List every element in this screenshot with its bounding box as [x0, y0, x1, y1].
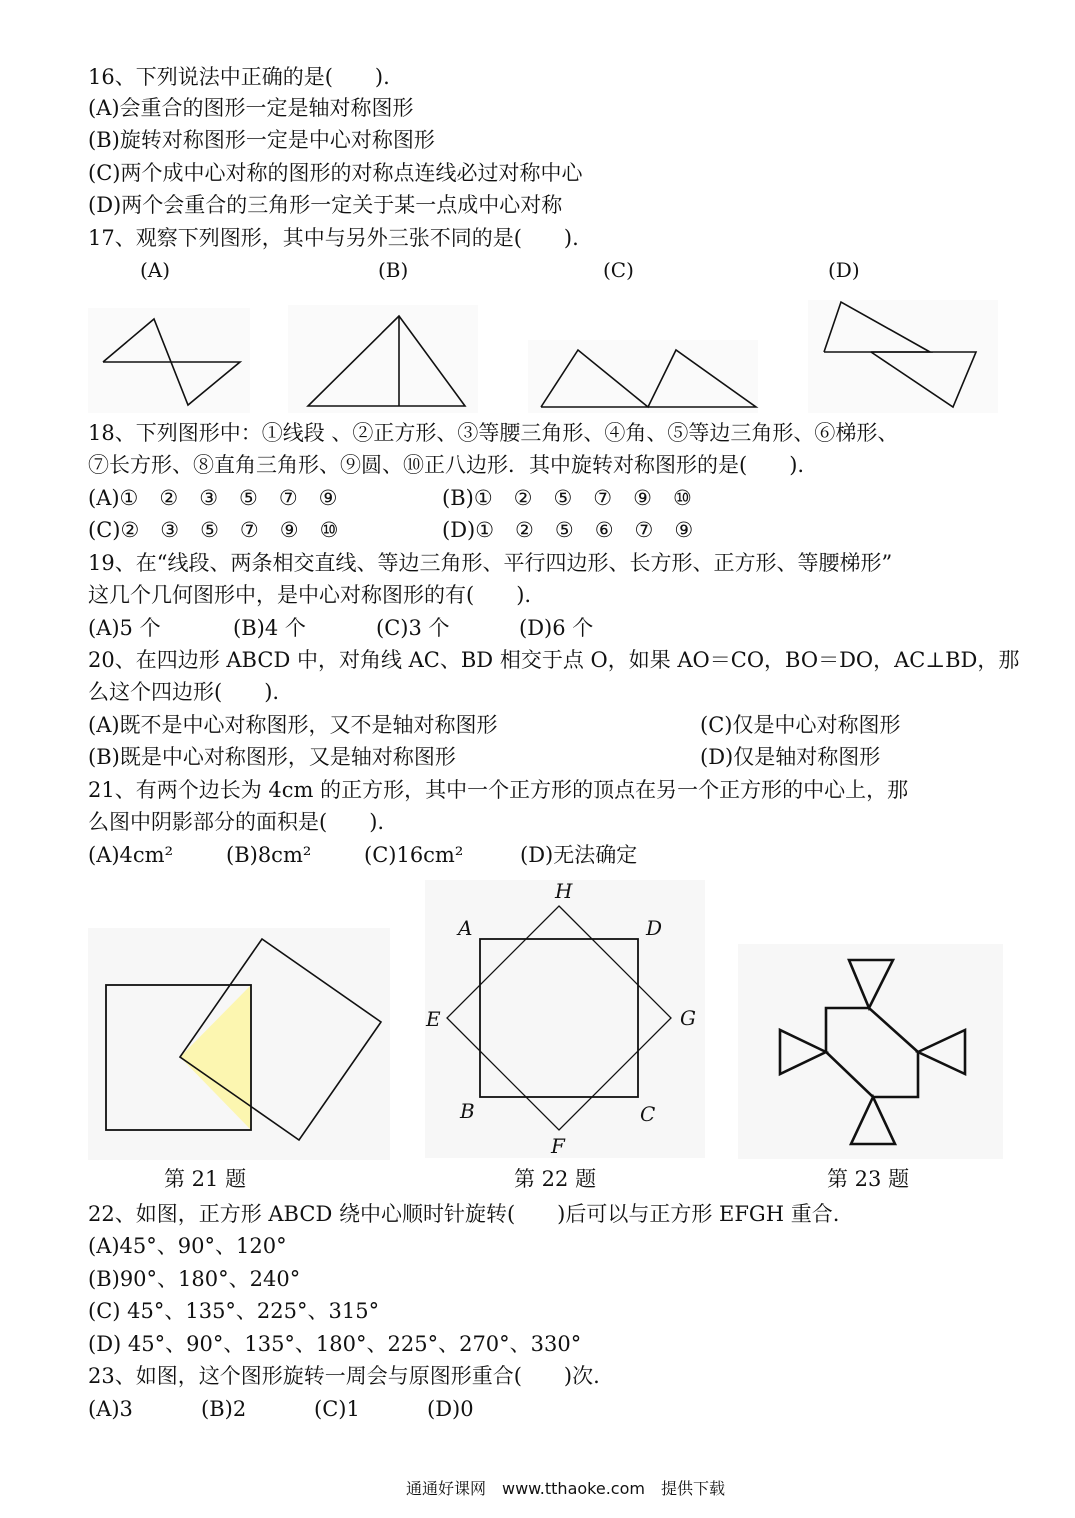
- q17-figure-c: [528, 340, 758, 413]
- q19-stem-line2: 这几个几何图形中，是中心对称图形的有( ).: [88, 583, 532, 607]
- q17-figures: [88, 300, 1008, 415]
- q21-stem-line1: 21、有两个边长为 4cm 的正方形，其中一个正方形的顶点在另一个正方形的中心上，那: [88, 778, 909, 802]
- caption-21: 第 21 题: [164, 1167, 247, 1191]
- vertex-label-a: A: [458, 916, 473, 940]
- vertex-label-g: G: [680, 1006, 696, 1030]
- q20-option-c: (C)仅是中心对称图形: [700, 713, 901, 737]
- q17-figure-a: [88, 308, 250, 413]
- q20-stem-line2: 么这个四边形( ).: [88, 680, 280, 704]
- q20-option-d: (D)仅是轴对称图形: [700, 745, 881, 769]
- caption-23: 第 23 题: [827, 1167, 910, 1191]
- q23-option-d: (D)0: [427, 1397, 474, 1421]
- vertex-label-b: B: [460, 1099, 475, 1123]
- q22-option-d: (D) 45°、90°、135°、180°、225°、270°、330°: [88, 1332, 582, 1356]
- q18-option-a: (A)① ② ③ ⑤ ⑦ ⑨: [88, 486, 338, 510]
- q17-label-d: (D): [828, 258, 860, 282]
- q17-label-a: (A): [140, 258, 171, 282]
- q21-option-b: (B)8cm²: [226, 843, 312, 867]
- q18-stem-line1: 18、下列图形中：①线段 、②正方形、③等腰三角形、④角、⑤等边三角形、⑥梯形、: [88, 421, 899, 445]
- q17-figure-b: [288, 305, 478, 413]
- figure-21: [88, 928, 390, 1160]
- figure-23: [738, 944, 1003, 1159]
- q23-stem: 23、如图，这个图形旋转一周会与原图形重合( )次.: [88, 1364, 600, 1388]
- vertex-label-h: H: [555, 879, 573, 903]
- q21-option-c: (C)16cm²: [364, 843, 464, 867]
- q21-stem-line2: 么图中阴影部分的面积是( ).: [88, 810, 385, 834]
- q19-stem-line1: 19、在“线段、两条相交直线、等边三角形、平行四边形、长方形、正方形、等腰梯形”: [88, 551, 893, 575]
- q16-option-d: (D)两个会重合的三角形一定关于某一点成中心对称: [88, 193, 563, 217]
- q16-stem: 16、下列说法中正确的是( ).: [88, 65, 390, 89]
- q23-option-b: (B)2: [201, 1397, 247, 1421]
- q23-option-c: (C)1: [314, 1397, 360, 1421]
- q22-option-a: (A)45°、90°、120°: [88, 1234, 287, 1258]
- q17-stem: 17、观察下列图形，其中与另外三张不同的是( ).: [88, 226, 579, 250]
- q19-option-b: (B)4 个: [233, 616, 306, 640]
- q22-option-b: (B)90°、180°、240°: [88, 1267, 301, 1291]
- q18-option-b: (B)① ② ⑤ ⑦ ⑨ ⑩: [442, 486, 692, 510]
- q18-option-c: (C)② ③ ⑤ ⑦ ⑨ ⑩: [88, 518, 339, 542]
- q22-option-c: (C) 45°、135°、225°、315°: [88, 1299, 380, 1323]
- q21-option-d: (D)无法确定: [520, 843, 638, 867]
- q16-option-c: (C)两个成中心对称的图形的对称点连线必过对称中心: [88, 161, 583, 185]
- q20-option-a: (A)既不是中心对称图形，又不是轴对称图形: [88, 713, 498, 737]
- q22-stem: 22、如图，正方形 ABCD 绕中心顺时针旋转( )后可以与正方形 EFGH 重合.: [88, 1202, 840, 1226]
- q16-option-b: (B)旋转对称图形一定是中心对称图形: [88, 128, 435, 152]
- q20-option-b: (B)既是中心对称图形，又是轴对称图形: [88, 745, 456, 769]
- q17-label-b: (B): [378, 258, 409, 282]
- page-footer: 通通好课网 www.tthaoke.com 提供下载: [406, 1479, 725, 1498]
- caption-22: 第 22 题: [514, 1167, 597, 1191]
- q20-stem-line1: 20、在四边形 ABCD 中，对角线 AC、BD 相交于点 O，如果 AO＝CO，BO＝DO，AC⊥BD，那: [88, 648, 1020, 672]
- vertex-label-e: E: [426, 1007, 441, 1031]
- q21-option-a: (A)4cm²: [88, 843, 174, 867]
- q18-option-d: (D)① ② ⑤ ⑥ ⑦ ⑨: [442, 518, 694, 542]
- q19-option-a: (A)5 个: [88, 616, 161, 640]
- vertex-label-c: C: [640, 1102, 656, 1126]
- q17-label-c: (C): [603, 258, 634, 282]
- q19-option-d: (D)6 个: [519, 616, 594, 640]
- q16-option-a: (A)会重合的图形一定是轴对称图形: [88, 96, 414, 120]
- q19-option-c: (C)3 个: [376, 616, 450, 640]
- q17-figure-d: [808, 300, 998, 413]
- vertex-label-f: F: [551, 1134, 565, 1158]
- q23-option-a: (A)3: [88, 1397, 133, 1421]
- q18-stem-line2: ⑦长方形、⑧直角三角形、⑨圆、⑩正八边形．其中旋转对称图形的是( ).: [88, 453, 805, 477]
- vertex-label-d: D: [646, 916, 663, 940]
